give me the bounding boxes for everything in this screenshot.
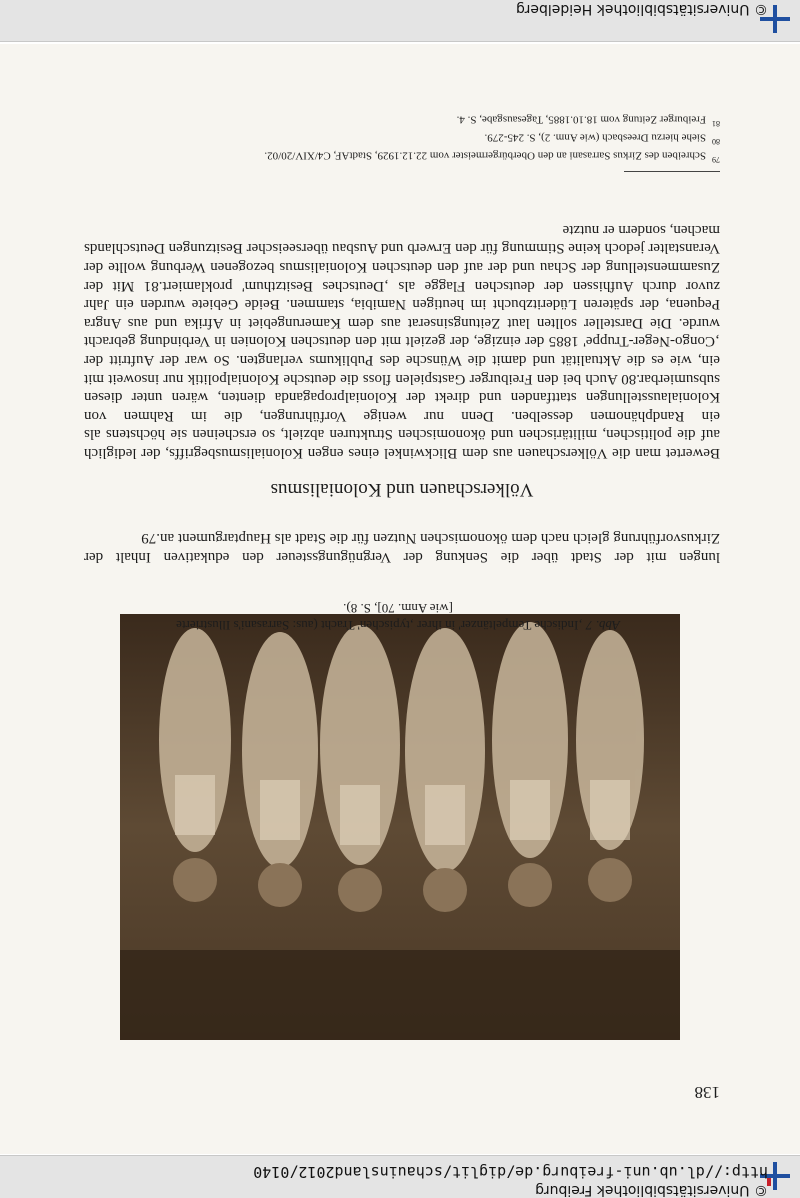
viewer-header-bar xyxy=(0,1155,800,1198)
intro-paragraph: lungen mit der Stadt über die Senkung der Vergnügungssteuer den edukativen Inhalt der Zirkusvorführung gleich nach dem ökonomischen Nutzen für die Stadt als Hauptargument an.79 xyxy=(84,530,720,565)
footnote-81: $^{81}$Freiburger Zeitung vom 18.10.1885, Tagesausgabe, S. 4. xyxy=(456,113,720,128)
caption-line-2: [wie Anm. 70], S. 8). xyxy=(343,601,453,616)
figure-label: Abb. 7 xyxy=(585,618,620,633)
footnote-80: $^{80}$Siehe hierzu Dreesbach (wie Anm. 2), S. 245-279. xyxy=(484,131,720,146)
library-credit: © Universitätsbibliothek Freiburg xyxy=(535,1182,768,1198)
figure-photo-temple-dancers xyxy=(120,614,680,1040)
scanned-page xyxy=(0,44,800,1154)
source-url[interactable]: http://dl.ub.uni-freiburg.de/diglit/schauinsland2012/0140 xyxy=(253,1163,768,1181)
section-heading: Völkerschauen und Kolonialismus xyxy=(270,479,534,500)
library-credit-footer: © Universitätsbibliothek Heidelberg xyxy=(515,1,768,17)
figure-caption xyxy=(118,600,678,634)
body-paragraph: Bewertet man die Völkerschauen aus dem Blickwinkel eines engen Kolonialismusbegriffs, der lediglich auf die politischen, militärischen und ökonomischen Strukturen abzielt, so erscheinen sie höchstens als ein Randphänomen desselben. Denn nur wenige Vorführungen, die im Rahmen von Kolonialausstellungen stattfanden und direkt der Kolonialpropaganda dienten, wären unter diesen subsumierbar.80 Auch bei den Freiburger Gastspielen floss die deutsche Kolonialpolitik nur insoweit mit ein, wie es die Aktualität und damit die Wünsche des Publikums verlangten. So war der Auftritt der ‚Congo-Neger-Truppe' 1885 der einzige, der gezielt mit den deutschen Kolonien in Verbindung gebracht wurde. Die Darsteller sollten laut Zeitungsinserat aus dem Kamerungebiet in Afrika und aus Angra Pequena, der späteren Lüderitzbucht im heutigen Namibia, stammen. Beide Gebiete wurden ein Jahr zuvor durch Aufhissen der deutschen Flagge als ‚Deutsches Besitzthum' proklamiert.81 Mit der Zusammenstellung der Schau und der auf den deutschen Kolonialismus bezogenen Werbung wollte der Veranstalter jedoch keine Stimmung für den Erwerb und Ausbau überseeischer Besitzungen Deutschlands machen, sondern er nutzte xyxy=(84,221,720,461)
caption-line-1: ‚Indische Tempeltänzer' in ihrer ‚typischen' Tracht (aus: Sarrasani's Illustrierte xyxy=(176,618,583,633)
footnotes xyxy=(80,112,720,166)
page-number: 138 xyxy=(694,1083,720,1102)
footnote-79: $^{79}$Schreiben des Zirkus Sarrasani an den Oberbürgermeister vom 22.12.1929, StadtAF, C4/XIV/20/02. xyxy=(264,149,720,164)
footnote-divider xyxy=(624,171,720,172)
viewer-footer-bar xyxy=(0,0,800,42)
